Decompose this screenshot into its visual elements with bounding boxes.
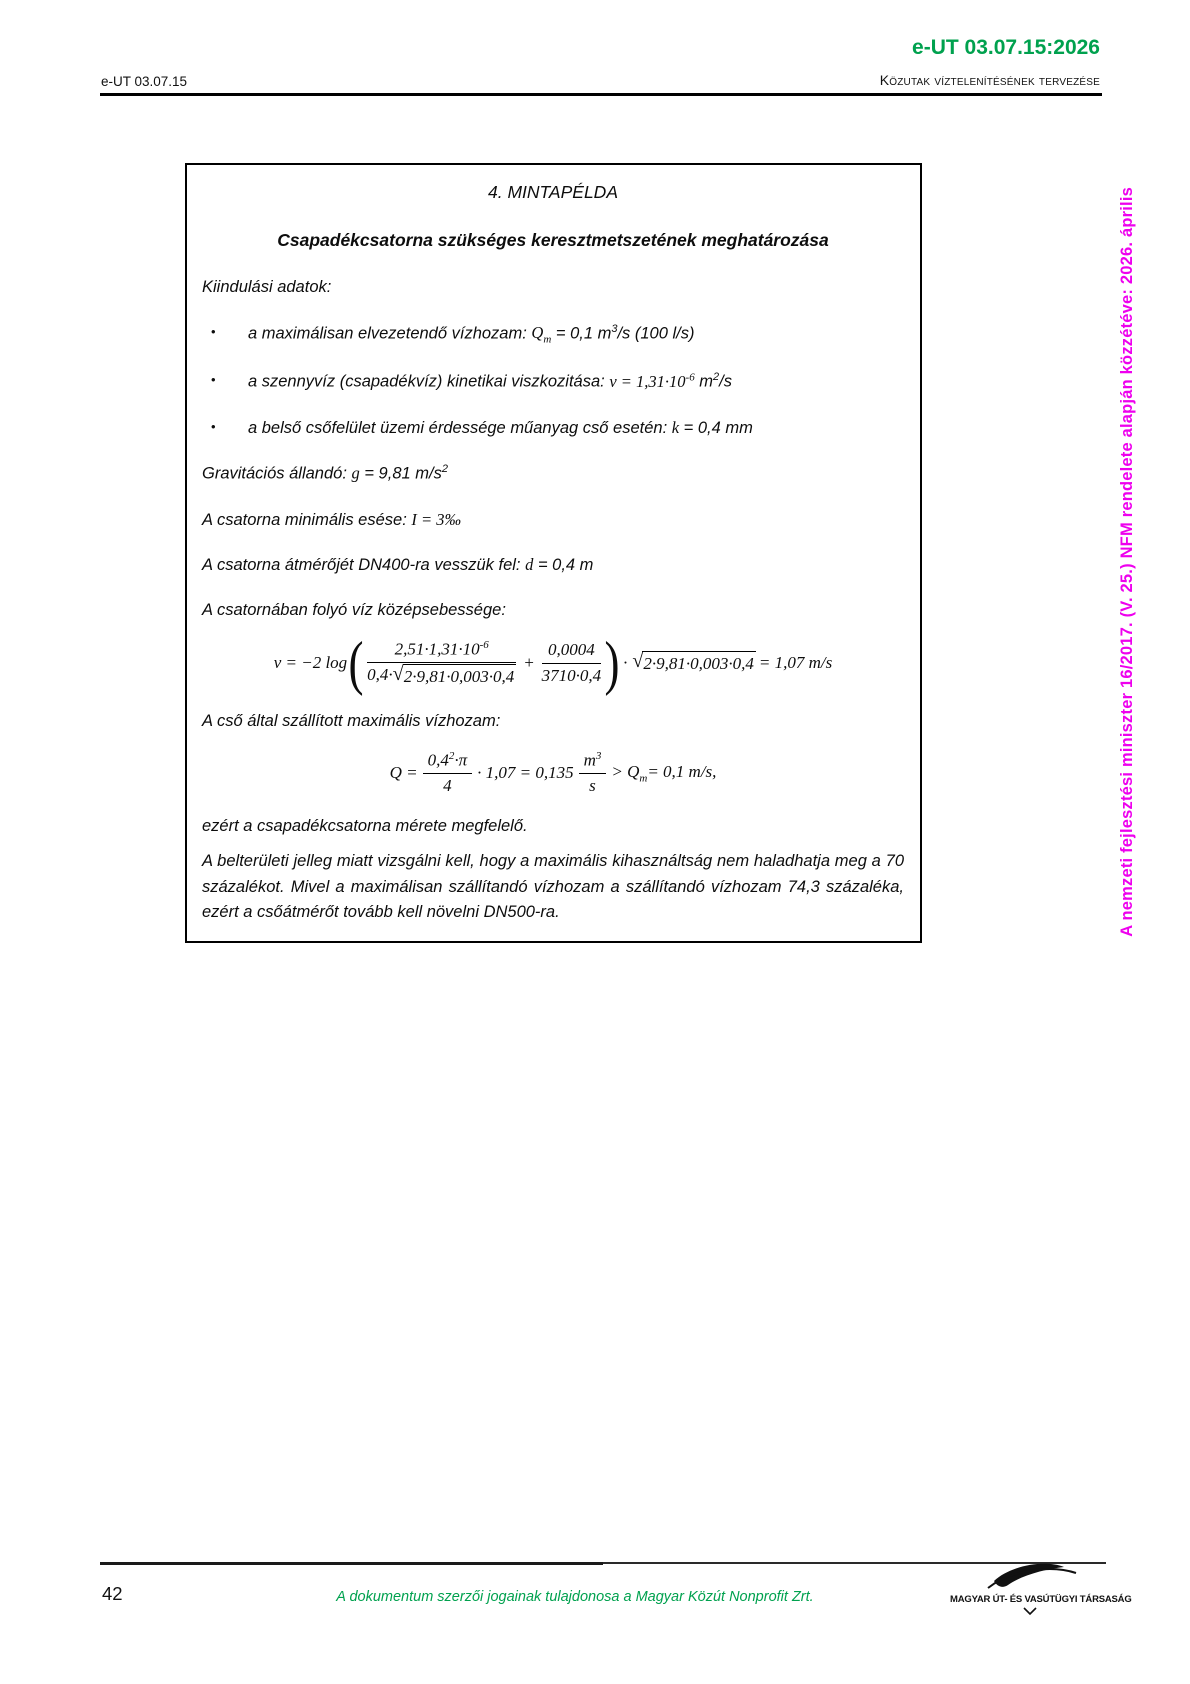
example-title: 4. MINTAPÉLDA xyxy=(488,182,618,202)
logo-swoosh-icon xyxy=(950,1560,1132,1620)
conclusion-line: ezért a csapadékcsatorna mérete megfelelő. xyxy=(202,816,528,835)
fraction: $\frac{0,4^2\cdot\pi}{4}$ xyxy=(423,749,473,798)
flow-intro: A cső által szállított maximális vízhozam: xyxy=(202,712,501,731)
fraction: $\frac{0,0004}{3710\cdot 0,4}$ xyxy=(541,640,602,685)
fraction: $2,51\cdot 1,31\cdot 10^{-6}$ 0,4· √ 2·9,81·0,003·0,4 xyxy=(367,638,516,689)
intro-label: Kiindulási adatok: xyxy=(202,278,332,297)
bullet-text: a belső csőfelület üzemi érdessége műanyag cső esetén: k = 0,4 mm xyxy=(248,417,753,437)
velocity-intro: A csatornában folyó víz középsebessége: xyxy=(202,601,506,620)
logo-text: MAGYAR ÚT- ÉS VASÚTÜGYI TÁRSASÁG xyxy=(950,1594,1132,1605)
slope-line: A csatorna minimális esése: I = 3‰ xyxy=(202,509,462,529)
bullet-item-roughness xyxy=(202,417,904,440)
gravity-line: Gravitációs állandó: g = 9,81 $m/s^2$ xyxy=(202,463,448,483)
doc-code: e-UT 03.07.15 xyxy=(101,74,188,89)
header-divider xyxy=(100,93,1102,96)
doc-code-current: e-UT 03.07.15:2026 xyxy=(912,36,1100,59)
velocity-formula: v = −2 log ( $2,51\cdot 1,31\cdot 10^{-6}$ 0,4· √ 2·9,81·0,003·0,4 + $\frac{0,0004}{3710\cdot 0,4}$ ) · √ 2·9,81·0,003·0,4 = 1,07 m/s xyxy=(273,630,833,697)
bullet-icon: • xyxy=(211,323,216,339)
bullet-item-flow xyxy=(202,322,904,347)
mut-logo xyxy=(950,1560,1132,1620)
final-paragraph: A belterületi jelleg miatt vizsgálni kell, hogy a maximális kihasználtság nem haladhatja meg a 70 százalékot. Mivel a maximálisan szállítandó vízhozam a szállítandó vízhozam 74,3 százaléka, ezért a csőátmérőt tovább kell növelni DN500-ra. xyxy=(202,852,904,921)
publication-note xyxy=(1106,138,1148,986)
bullet-icon: • xyxy=(211,372,216,388)
diameter-line: A csatorna átmérőjét DN400-ra vesszük fel: d = 0,4 m xyxy=(202,555,594,575)
radical-icon: √ xyxy=(392,662,404,685)
square-root: √ 2·9,81·0,003·0,4 xyxy=(632,651,756,675)
copyright-notice: A dokumentum szerzői jogainak tulajdonosa a Magyar Közút Nonprofit Zrt. xyxy=(336,1589,814,1605)
radical-icon: √ xyxy=(632,649,644,672)
doc-subject: Közutak víztelenítésének tervezése xyxy=(879,72,1100,88)
flow-formula: Q = $\frac{0,4^2\cdot\pi}{4}$ · 1,07 = 0,135 $\frac{m^3}{s}$ > $Q_m= 0,1$ m/s, xyxy=(202,749,904,798)
bullet-item-viscosity xyxy=(202,370,904,393)
publication-note-text: A nemzeti fejlesztési miniszter 16/2017. (V. 25.) NFM rendelete alapján közzétéve: 2026. április xyxy=(1117,187,1136,937)
example-subtitle: Csapadékcsatorna szükséges keresztmetszetének meghatározása xyxy=(277,230,829,251)
bullet-text: a szennyvíz (csapadékvíz) kinetikai viszkozitása: $\nu = 1,31\cdot 10^{-6}$ $m^2/s$ xyxy=(248,371,733,391)
example-box xyxy=(185,163,922,943)
unit-fraction: $\frac{m^3}{s}$ xyxy=(579,749,607,798)
bullet-text: a maximálisan elvezetendő vízhozam: $Q_m = 0,1$ $m^3/s$ (100 l/s) xyxy=(248,322,695,346)
page-number: 42 xyxy=(102,1583,123,1604)
footer-divider-thick xyxy=(100,1562,603,1565)
bullet-icon: • xyxy=(211,418,216,434)
